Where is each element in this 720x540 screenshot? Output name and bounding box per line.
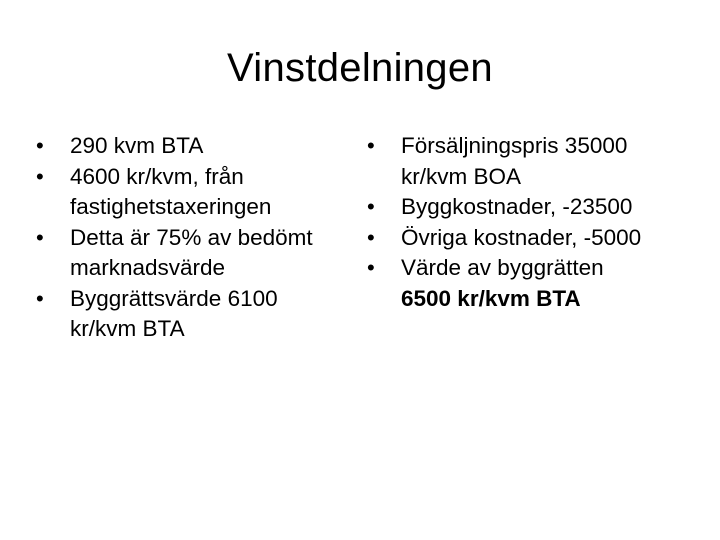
list-item: [36, 223, 348, 284]
list-item-text: Byggrättsvärde 6100: [70, 285, 278, 311]
bullet-icon: •: [367, 133, 375, 158]
right-bullet-list: [367, 131, 687, 314]
list-item: [36, 284, 348, 345]
list-item-text: Övriga kostnader, -5000: [401, 224, 642, 250]
list-item: [367, 223, 687, 254]
list-item-text-continued: kr/kvm BTA: [70, 316, 185, 341]
bullet-icon: •: [367, 224, 375, 250]
slide-title: Vinstdelningen: [227, 46, 493, 90]
list-item-text: Byggkostnader, -23500: [401, 194, 633, 219]
list-item: [36, 131, 348, 162]
list-item-text: 290 kvm BTA: [70, 133, 204, 158]
bullet-icon: •: [36, 224, 44, 250]
list-item-text: Detta är 75% av bedömt: [70, 224, 313, 250]
list-item: [36, 162, 348, 223]
bullet-icon: •: [36, 133, 44, 158]
bullet-icon: •: [367, 255, 375, 280]
list-item-text-continued: marknadsvärde: [70, 255, 226, 280]
list-item-text: Värde av byggrätten: [401, 255, 604, 280]
left-bullet-list: [36, 131, 348, 345]
bullet-icon: •: [36, 163, 44, 189]
bullet-icon: •: [36, 285, 44, 311]
list-item: [367, 253, 687, 314]
list-item-text-continued: kr/kvm BOA: [401, 163, 522, 189]
list-item-text-continued: fastighetstaxeringen: [70, 194, 272, 219]
list-item-text-emphasis: 6500 kr/kvm BTA: [401, 285, 581, 311]
bullet-icon: •: [367, 194, 375, 219]
list-item: [367, 131, 687, 192]
list-item: [367, 192, 687, 223]
list-item-text: Försäljningspris 35000: [401, 133, 628, 158]
list-item-text: 4600 kr/kvm, från: [70, 163, 244, 189]
